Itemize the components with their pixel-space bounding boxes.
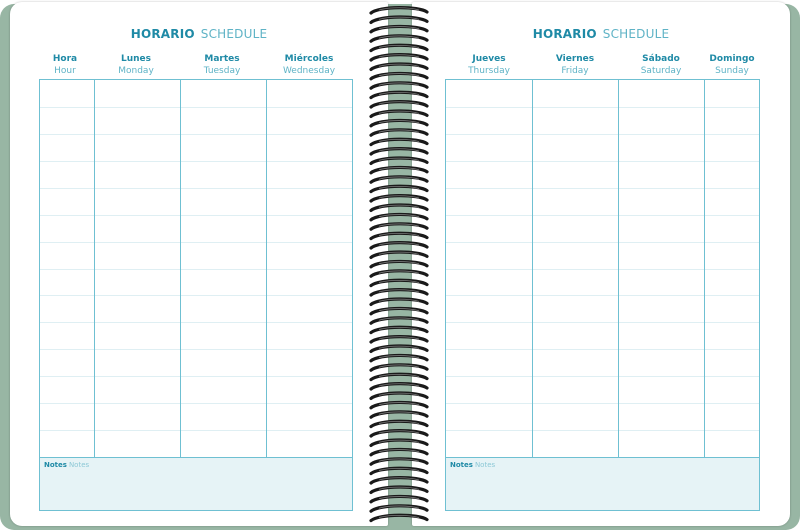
spiral-coil (371, 271, 427, 276)
column-label-es: Domingo (709, 54, 755, 64)
right-title-es: HORARIO (532, 27, 597, 41)
spiral-coil (371, 327, 427, 332)
column-label-en: Wednesday (282, 66, 336, 76)
spiral-coil (371, 478, 427, 483)
column-header-martes (180, 53, 264, 77)
grid-row-line (40, 376, 352, 377)
spiral-coil (371, 402, 427, 407)
column-label-en: Thursday (468, 66, 510, 76)
column-header-domingo (704, 53, 760, 77)
column-label-es: Lunes (120, 54, 151, 64)
spiral-coil (371, 205, 427, 210)
right-page (412, 2, 790, 526)
notes-label-en: Notes (474, 461, 496, 469)
grid-row-line (446, 430, 759, 431)
grid-column-line (266, 80, 267, 457)
spiral-coil (371, 515, 427, 520)
column-label-en: Hour (54, 66, 76, 76)
spiral-coil (371, 186, 427, 191)
spiral-coil (371, 421, 427, 426)
grid-column-line (180, 80, 181, 457)
column-header-hora (40, 53, 90, 77)
spiral-coil (371, 299, 427, 304)
grid-row-line (446, 134, 759, 135)
spiral-coil (371, 214, 427, 219)
spiral-coil (371, 496, 427, 501)
spiral-coil (371, 139, 427, 144)
grid-row-line (40, 134, 352, 135)
column-label-es: Hora (52, 54, 78, 64)
spiral-coil (371, 83, 427, 88)
spiral-coil (371, 487, 427, 492)
grid-row-line (40, 269, 352, 270)
grid-row-line (446, 215, 759, 216)
spiral-coil (371, 431, 427, 436)
spiral-coil (371, 506, 427, 511)
spiral-coil (371, 177, 427, 182)
spiral-coil (371, 55, 427, 60)
column-label-es: Sábado (642, 54, 680, 64)
spiral-coil (371, 308, 427, 313)
spiral-coil (371, 280, 427, 285)
grid-row-line (40, 107, 352, 108)
spiral-coil (371, 233, 427, 238)
spiral-coil (371, 412, 427, 417)
left-title-en: SCHEDULE (200, 27, 268, 41)
spiral-coil (371, 45, 427, 50)
spiral-coil (371, 8, 427, 13)
spiral-coil (371, 346, 427, 351)
spiral-coil (371, 261, 427, 266)
column-label-en: Saturday (640, 66, 682, 76)
spiral-coil (371, 384, 427, 389)
grid-row-line (446, 161, 759, 162)
grid-row-line (446, 295, 759, 296)
spiral-coil (371, 252, 427, 257)
spiral-coil (371, 449, 427, 454)
grid-row-line (40, 215, 352, 216)
spiral-coil (371, 290, 427, 295)
spiral-coil (371, 111, 427, 116)
grid-row-line (446, 349, 759, 350)
grid-row-line (40, 188, 352, 189)
spiral-coil (371, 36, 427, 41)
notes-label-es: Notes (44, 461, 67, 469)
spiral-coil (371, 459, 427, 464)
grid-row-line (446, 269, 759, 270)
column-label-en: Friday (561, 66, 589, 76)
left-page-title (10, 27, 388, 41)
spiral-coil (371, 102, 427, 107)
column-header-sabado (618, 53, 704, 77)
grid-column-line (532, 80, 533, 457)
spiral-coil (371, 355, 427, 360)
spiral-coil (371, 17, 427, 22)
spiral-coil (371, 337, 427, 342)
grid-row-line (446, 403, 759, 404)
spiral-coil (371, 64, 427, 69)
spiral-coil (371, 26, 427, 31)
grid-column-line (704, 80, 705, 457)
grid-row-line (446, 107, 759, 108)
spiral-coil (371, 374, 427, 379)
column-header-lunes (94, 53, 178, 77)
spiral-coil (371, 243, 427, 248)
grid-row-line (40, 349, 352, 350)
column-label-es: Martes (204, 54, 240, 64)
column-label-es: Jueves (472, 54, 506, 64)
spiral-coil (371, 92, 427, 97)
grid-row-line (40, 161, 352, 162)
grid-row-line (446, 322, 759, 323)
spiral-coil (371, 167, 427, 172)
schedule-grid-right (445, 79, 760, 458)
grid-row-line (446, 242, 759, 243)
spiral-coil (371, 149, 427, 154)
grid-column-line (618, 80, 619, 457)
column-label-es: Miércoles (284, 54, 334, 64)
spiral-coil (371, 224, 427, 229)
grid-row-line (446, 376, 759, 377)
grid-row-line (40, 430, 352, 431)
spiral-coil (371, 440, 427, 445)
right-title-en: SCHEDULE (602, 27, 670, 41)
spiral-coil (371, 73, 427, 78)
spiral-coil (371, 158, 427, 163)
notes-label (450, 461, 495, 469)
notes-area-left[interactable] (39, 457, 353, 511)
grid-row-line (40, 322, 352, 323)
column-header-viernes (532, 53, 618, 77)
notes-label-en: Notes (68, 461, 90, 469)
column-label-en: Tuesday (203, 66, 241, 76)
notes-label (44, 461, 89, 469)
notes-label-es: Notes (450, 461, 473, 469)
spiral-coil (371, 130, 427, 135)
column-header-miercoles (266, 53, 352, 77)
column-label-es: Viernes (555, 54, 595, 64)
right-page-title (412, 27, 790, 41)
grid-row-line (446, 188, 759, 189)
spiral-coil (371, 365, 427, 370)
left-page (10, 2, 388, 526)
column-label-en: Monday (118, 66, 154, 76)
notes-area-right[interactable] (445, 457, 760, 511)
column-header-jueves (446, 53, 532, 77)
grid-column-line (94, 80, 95, 457)
grid-row-line (40, 295, 352, 296)
spiral-coil (371, 196, 427, 201)
spiral-coil (371, 393, 427, 398)
column-label-en: Sunday (715, 66, 749, 76)
schedule-grid-left (39, 79, 353, 458)
spiral-coil (371, 120, 427, 125)
spiral-binding (365, 0, 435, 532)
grid-row-line (40, 403, 352, 404)
grid-row-line (40, 242, 352, 243)
left-title-es: HORARIO (130, 27, 195, 41)
spiral-coil (371, 318, 427, 323)
spiral-coil (371, 468, 427, 473)
